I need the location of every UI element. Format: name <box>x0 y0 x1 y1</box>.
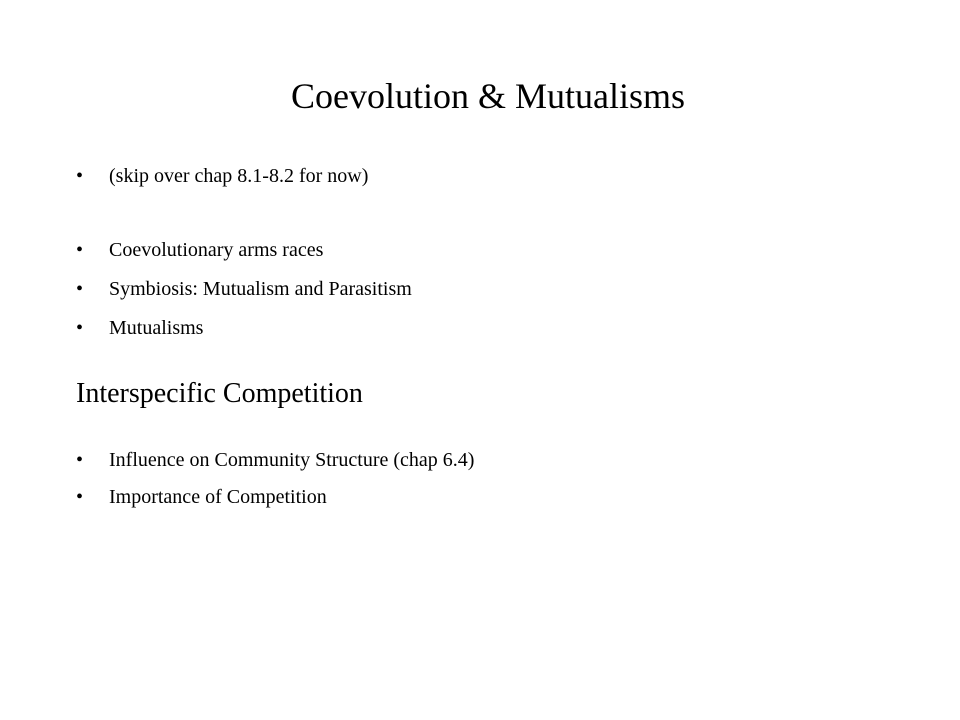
bullet-marker: • <box>76 317 84 339</box>
slide-title: Coevolution & Mutualisms <box>290 76 685 116</box>
list-item-text: Importance of Competition <box>109 486 327 508</box>
bullet-marker: • <box>76 278 84 300</box>
bullet-marker: • <box>76 449 84 471</box>
section-heading: Interspecific Competition <box>76 378 363 409</box>
bullet-marker: • <box>76 165 84 187</box>
bullet-marker: • <box>76 239 84 261</box>
list-item-text: Coevolutionary arms races <box>109 239 324 261</box>
list-item-text: (skip over chap 8.1-8.2 for now) <box>109 165 369 187</box>
bullet-marker: • <box>76 486 84 508</box>
list-item-text: Mutualisms <box>109 317 204 339</box>
list-item-text: Influence on Community Structure (chap 6.4) <box>109 449 475 471</box>
list-item-text: Symbiosis: Mutualism and Parasitism <box>109 278 412 300</box>
